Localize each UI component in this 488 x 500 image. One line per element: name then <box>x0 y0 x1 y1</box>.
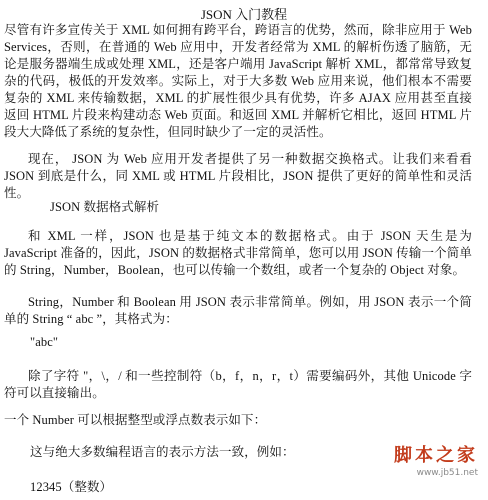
xml-comparison-paragraph: 和 XML 一样，JSON 也是基于纯文本的数据格式。由于 JSON 天生是为 JavaScript 准备的，因此，JSON 的数据格式非常简单，您可以用 JSON 传输一个简单的 String，Number，Boolean，也可以传输一个数组，或者一个复杂的 Object 对象。 <box>4 229 472 277</box>
number-format-paragraph: 一个 Number 可以根据整型或浮点数表示如下： <box>4 413 267 427</box>
json-intro-paragraph: 现在， JSON 为 Web 应用开发者提供了另一种数据交换格式。让我们来看看 JSON 到底是什么，同 XML 或 HTML 片段相比，JSON 提供了更好的简单性和灵活性。 <box>4 152 472 200</box>
abc-example: "abc" <box>30 335 59 349</box>
language-consistency-paragraph: 这与绝大多数编程语言的表示方法一致，例如： <box>30 445 295 459</box>
watermark-url: www.jb51.net <box>416 468 478 478</box>
escape-paragraph: 除了字符 "，\，/ 和一些控制符（b，f，n，r，t）需要编码外，其他 Unicode 字符可以直接输出。 <box>4 369 472 400</box>
section-heading: JSON 数据格式解析 <box>50 200 160 214</box>
site-watermark <box>368 446 478 482</box>
document-title: JSON 入门教程 <box>200 7 288 22</box>
string-format-paragraph: String，Number 和 Boolean 用 JSON 表示非常简单。例如，用 JSON 表示一个简单的 String “ abc ”，其格式为： <box>4 295 472 326</box>
watermark-site-name: 脚本之家 <box>394 445 478 466</box>
integer-example: 12345（整数） <box>30 480 113 494</box>
intro-paragraph: 尽管有许多宣传关于 XML 如何拥有跨平台，跨语言的优势，然而，除非应用于 Web Services，否则，在普通的 Web 应用中，开发者经常为 XML 的解析伤透了脑筋，无论是服务器端生成或处理 XML，还是客户端用 JavaScript 解析 XML，都常常导致复杂的代码，极低的开发效率。实际上，对于大多数 Web 应用来说，他们根本不需要复杂的 XML 来传输数据，XML 的扩展性很少具有优势，许多 AJAX 应用甚至直接返回 HTML 片段来构建动态 Web 页面。和返回 XML 并解析它相比，返回 HTML 片段大大降低了系统的复杂性，但同时缺少了一定的灵活性。 <box>4 23 472 139</box>
